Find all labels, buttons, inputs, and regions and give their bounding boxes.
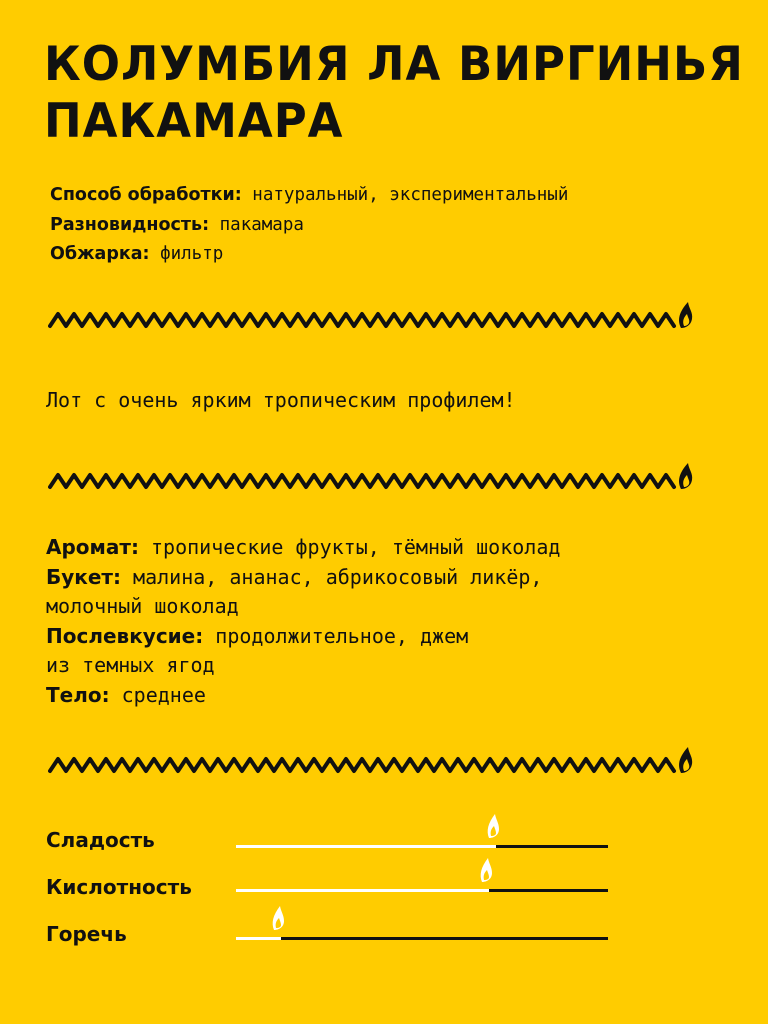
zigzag-line — [50, 314, 674, 326]
zigzag-divider-3 — [48, 743, 698, 783]
tagline: Лот с очень ярким тропическим профилем! — [46, 388, 516, 412]
flame-icon — [479, 857, 493, 883]
scale-sweetness-track — [236, 845, 608, 848]
note-aroma-value: тропические фрукты, тёмный шоколад — [138, 535, 561, 559]
product-title-line-2: ПАКАМАРА — [44, 92, 344, 149]
spec-roast — [50, 240, 568, 270]
scale-sweetness — [46, 828, 646, 858]
scale-sweetness-label: Сладость — [46, 828, 155, 852]
scale-bitterness-fill — [236, 937, 281, 940]
zigzag-line — [50, 759, 674, 771]
note-bouquet-value: малина, ананас, абрикосовый ликёр, — [121, 564, 543, 589]
scale-bitterness — [46, 922, 646, 952]
note-bouquet — [46, 563, 560, 622]
note-aftertaste-label: Послевкусие: — [46, 623, 204, 648]
scale-sweetness-fill — [236, 845, 496, 848]
scale-bitterness-label: Горечь — [46, 922, 127, 946]
note-body — [46, 681, 560, 711]
spec-roast-label: Обжарка: — [50, 244, 150, 264]
scale-acidity-track — [236, 889, 608, 892]
scale-bitterness-track — [236, 937, 608, 940]
zigzag-divider-1 — [48, 298, 698, 338]
spec-variety-value: пакамара — [209, 214, 304, 235]
note-body-label: Тело: — [46, 682, 110, 707]
spec-processing-label: Способ обработки: — [50, 185, 242, 205]
specs-block — [50, 181, 568, 270]
note-aftertaste-value: продолжительное, джем — [203, 623, 469, 648]
note-aroma-label: Аромат: — [46, 535, 139, 559]
spec-processing-value: натуральный, экспериментальный — [241, 185, 569, 205]
note-bouquet-label: Букет: — [46, 564, 122, 589]
scale-acidity — [46, 875, 646, 905]
note-aftertaste-value-cont: из темных ягод — [46, 653, 215, 678]
note-aroma — [46, 533, 560, 563]
tasting-notes — [46, 533, 560, 711]
spec-variety-label: Разновидность: — [50, 214, 210, 235]
zigzag-divider-2 — [48, 459, 698, 499]
product-title-line-1: КОЛУМБИЯ ЛА ВИРГИНЬЯ — [44, 36, 744, 92]
spec-processing — [50, 181, 568, 211]
note-bouquet-value-cont: молочный шоколад — [46, 594, 239, 619]
note-aftertaste — [46, 622, 560, 681]
zigzag-line — [50, 475, 674, 487]
spec-roast-value: фильтр — [149, 244, 224, 264]
scale-acidity-label: Кислотность — [46, 875, 192, 899]
note-body-value: среднее — [109, 682, 206, 707]
flame-icon — [271, 905, 285, 931]
product-title — [44, 36, 744, 149]
spec-variety — [50, 211, 568, 241]
flame-icon — [486, 813, 500, 839]
scale-acidity-fill — [236, 889, 489, 892]
